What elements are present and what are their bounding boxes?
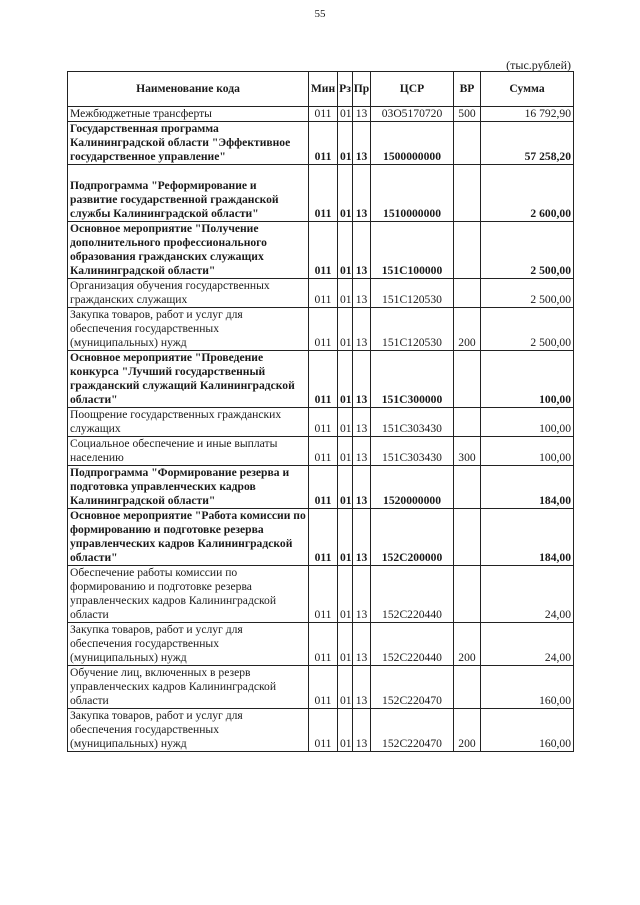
table-row <box>68 437 574 466</box>
cell-csr: 1520000000 <box>371 466 454 509</box>
cell-vr: 300 <box>454 437 481 466</box>
cell-min: 011 <box>309 351 338 408</box>
cell-name: Основное мероприятие "Получение дополнительного профессионального образования гражданских служащих Калининградской области" <box>68 222 309 279</box>
cell-sum: 100,00 <box>481 408 574 437</box>
cell-csr: 151С100000 <box>371 222 454 279</box>
cell-csr: 152С220440 <box>371 623 454 666</box>
cell-csr: 151С303430 <box>371 408 454 437</box>
header-name: Наименование кода <box>68 72 309 107</box>
table-row <box>68 279 574 308</box>
cell-pr: 13 <box>353 466 371 509</box>
cell-csr: 1500000000 <box>371 122 454 165</box>
cell-csr: 151С120530 <box>371 308 454 351</box>
table-row <box>68 566 574 623</box>
cell-min: 011 <box>309 709 338 752</box>
cell-sum: 100,00 <box>481 351 574 408</box>
cell-sum: 16 792,90 <box>481 107 574 122</box>
cell-min: 011 <box>309 279 338 308</box>
header-csr: ЦСР <box>371 72 454 107</box>
cell-csr: 152С220470 <box>371 709 454 752</box>
cell-name: Межбюджетные трансферты <box>68 107 309 122</box>
cell-name: Обеспечение работы комиссии по формированию и подготовке резерва управленческих кадров Калининградской области <box>68 566 309 623</box>
table-row <box>68 408 574 437</box>
header-min: Мин <box>309 72 338 107</box>
cell-rz: 01 <box>338 437 353 466</box>
cell-min: 011 <box>309 466 338 509</box>
table-row <box>68 351 574 408</box>
cell-rz: 01 <box>338 466 353 509</box>
header-pr: Пр <box>353 72 371 107</box>
header-rz: Рз <box>338 72 353 107</box>
cell-vr: 500 <box>454 107 481 122</box>
table-row <box>68 165 574 222</box>
cell-rz: 01 <box>338 308 353 351</box>
table-row <box>68 122 574 165</box>
cell-name: Закупка товаров, работ и услуг для обеспечения государственных (муниципальных) нужд <box>68 709 309 752</box>
cell-pr: 13 <box>353 566 371 623</box>
cell-min: 011 <box>309 623 338 666</box>
table-row <box>68 666 574 709</box>
header-vr: ВР <box>454 72 481 107</box>
cell-sum: 24,00 <box>481 623 574 666</box>
cell-vr <box>454 279 481 308</box>
page-number: 55 <box>314 8 326 20</box>
cell-min: 011 <box>309 408 338 437</box>
cell-csr: 152С200000 <box>371 509 454 566</box>
cell-vr <box>454 122 481 165</box>
cell-rz: 01 <box>338 222 353 279</box>
cell-sum: 57 258,20 <box>481 122 574 165</box>
cell-pr: 13 <box>353 107 371 122</box>
cell-rz: 01 <box>338 566 353 623</box>
cell-vr <box>454 408 481 437</box>
cell-min: 011 <box>309 107 338 122</box>
cell-rz: 01 <box>338 709 353 752</box>
cell-sum: 184,00 <box>481 509 574 566</box>
cell-sum: 2 500,00 <box>481 222 574 279</box>
cell-name: Государственная программа Калининградской области "Эффективное государственное управление" <box>68 122 309 165</box>
cell-rz: 01 <box>338 279 353 308</box>
cell-pr: 13 <box>353 308 371 351</box>
cell-vr <box>454 566 481 623</box>
units-label: (тыс.рублей) <box>506 58 571 72</box>
cell-pr: 13 <box>353 222 371 279</box>
cell-min: 011 <box>309 666 338 709</box>
table-row <box>68 509 574 566</box>
cell-vr <box>454 222 481 279</box>
cell-pr: 13 <box>353 437 371 466</box>
cell-min: 011 <box>309 122 338 165</box>
cell-pr: 13 <box>353 623 371 666</box>
cell-pr: 13 <box>353 351 371 408</box>
cell-rz: 01 <box>338 666 353 709</box>
cell-sum: 2 500,00 <box>481 279 574 308</box>
cell-name: Организация обучения государственных гражданских служащих <box>68 279 309 308</box>
budget-table <box>67 71 574 752</box>
cell-rz: 01 <box>338 623 353 666</box>
cell-csr: 1510000000 <box>371 165 454 222</box>
cell-pr: 13 <box>353 122 371 165</box>
cell-pr: 13 <box>353 279 371 308</box>
cell-pr: 13 <box>353 666 371 709</box>
header-sum: Сумма <box>481 72 574 107</box>
cell-min: 011 <box>309 222 338 279</box>
cell-name: Социальное обеспечение и иные выплаты населению <box>68 437 309 466</box>
cell-name: Основное мероприятие "Проведение конкурса "Лучший государственный гражданский служащий Калининградской области" <box>68 351 309 408</box>
cell-vr <box>454 165 481 222</box>
table-row <box>68 623 574 666</box>
cell-pr: 13 <box>353 165 371 222</box>
cell-sum: 160,00 <box>481 709 574 752</box>
cell-vr <box>454 509 481 566</box>
cell-min: 011 <box>309 165 338 222</box>
cell-min: 011 <box>309 509 338 566</box>
cell-sum: 24,00 <box>481 566 574 623</box>
cell-name: Обучение лиц, включенных в резерв управленческих кадров Калининградской области <box>68 666 309 709</box>
cell-rz: 01 <box>338 351 353 408</box>
table-header-row <box>68 72 574 107</box>
cell-min: 011 <box>309 308 338 351</box>
cell-name: Подпрограмма "Формирование резерва и подготовка управленческих кадров Калининградской области" <box>68 466 309 509</box>
cell-pr: 13 <box>353 509 371 566</box>
cell-csr: 152С220470 <box>371 666 454 709</box>
cell-vr <box>454 466 481 509</box>
cell-rz: 01 <box>338 107 353 122</box>
cell-sum: 2 600,00 <box>481 165 574 222</box>
table-row <box>68 709 574 752</box>
table-row <box>68 466 574 509</box>
cell-name: Закупка товаров, работ и услуг для обеспечения государственных (муниципальных) нужд <box>68 308 309 351</box>
cell-sum: 160,00 <box>481 666 574 709</box>
cell-csr: 151С303430 <box>371 437 454 466</box>
cell-name: Основное мероприятие "Работа комиссии по формированию и подготовке резерва управленческих кадров Калининградской области" <box>68 509 309 566</box>
cell-rz: 01 <box>338 165 353 222</box>
cell-min: 011 <box>309 566 338 623</box>
cell-vr <box>454 666 481 709</box>
cell-rz: 01 <box>338 122 353 165</box>
table-row <box>68 107 574 122</box>
cell-csr: 151С120530 <box>371 279 454 308</box>
row-spacer <box>70 165 306 179</box>
cell-vr: 200 <box>454 709 481 752</box>
cell-pr: 13 <box>353 709 371 752</box>
cell-csr: 151С300000 <box>371 351 454 408</box>
cell-csr: 152С220440 <box>371 566 454 623</box>
cell-sum: 184,00 <box>481 466 574 509</box>
cell-name: Закупка товаров, работ и услуг для обеспечения государственных (муниципальных) нужд <box>68 623 309 666</box>
table-row <box>68 308 574 351</box>
cell-min: 011 <box>309 437 338 466</box>
cell-pr: 13 <box>353 408 371 437</box>
cell-name: Поощрение государственных гражданских служащих <box>68 408 309 437</box>
cell-rz: 01 <box>338 408 353 437</box>
cell-sum: 100,00 <box>481 437 574 466</box>
cell-csr: 03О5170720 <box>371 107 454 122</box>
cell-vr: 200 <box>454 623 481 666</box>
cell-sum: 2 500,00 <box>481 308 574 351</box>
table-row <box>68 222 574 279</box>
cell-vr: 200 <box>454 308 481 351</box>
cell-rz: 01 <box>338 509 353 566</box>
cell-vr <box>454 351 481 408</box>
cell-name: Подпрограмма "Реформирование и развитие государственной гражданской службы Калининградской области" <box>68 165 309 222</box>
